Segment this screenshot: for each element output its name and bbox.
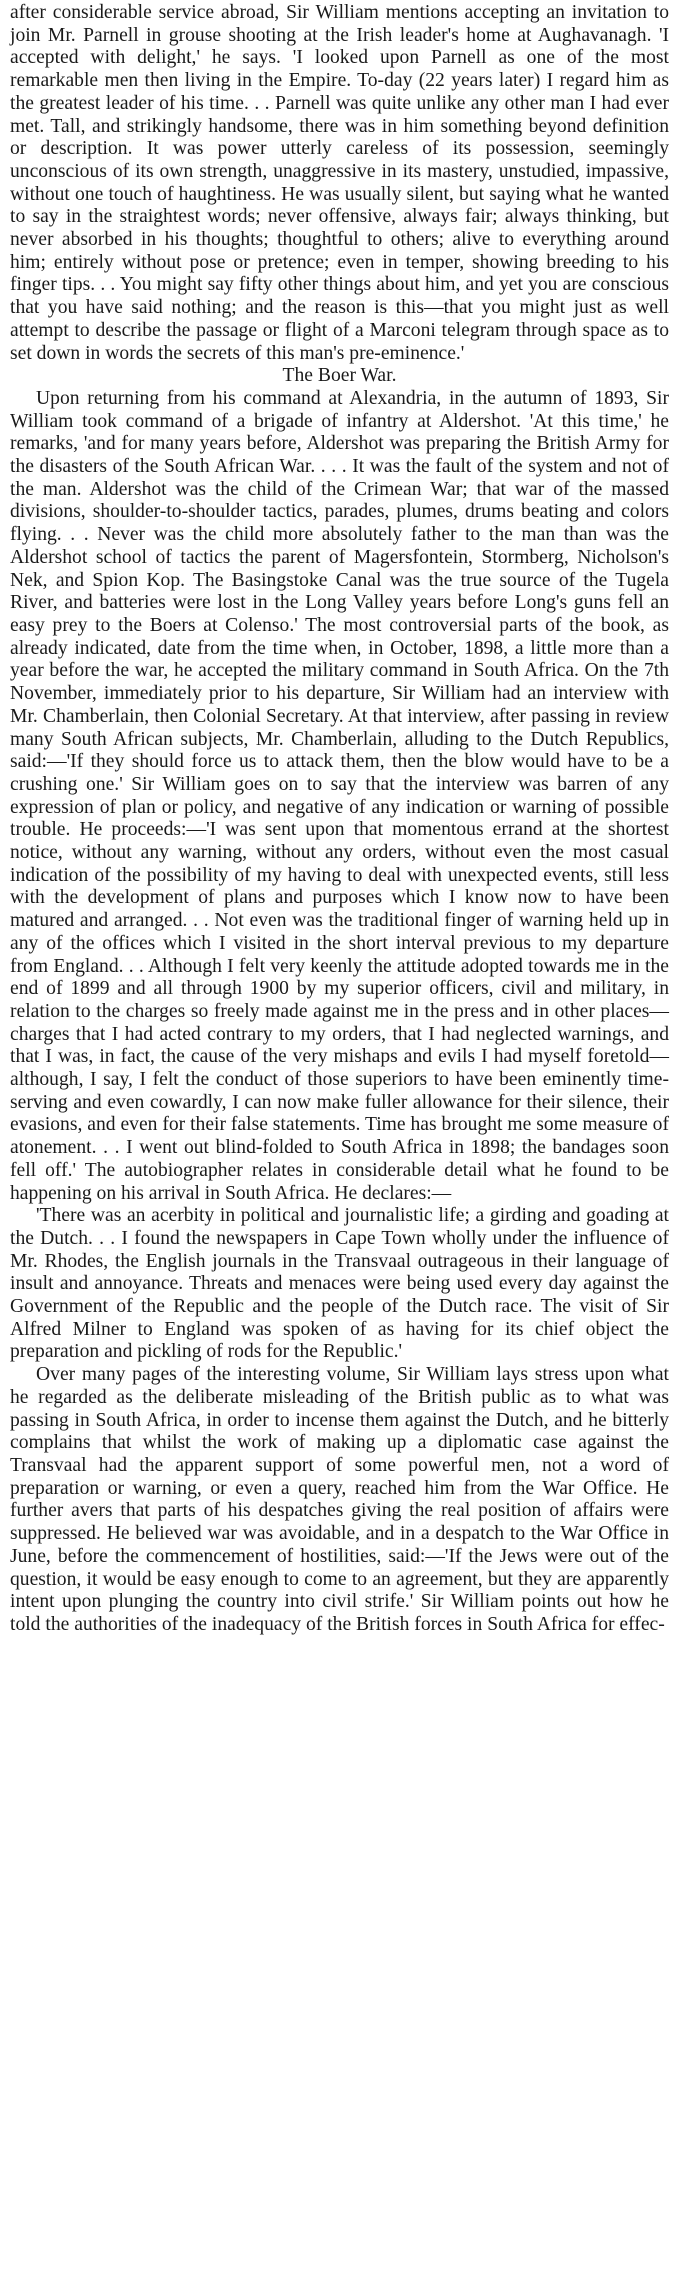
article-paragraph-war-office: Over many pages of the interesting volume, Sir William lays stress upon what he regarded as the deliberate misleading of the British public as to what was passing in South Africa, in order to incense them against the Dutch, and he bitterly complains that whilst the work of making up a diplomatic case against the Transvaal had the apparent support of some powerful men, not a word of preparation or warning, or even a query, reached him from the War Office. He further avers that parts of his despatches giving the real position of affairs were suppressed. He believed war was avoidable, and in a despatch to the War Office in June, before the commencement of hostilities, said:—'If the Jews were out of the question, it would be easy enough to come to an agreement, but they are apparently intent upon plunging the country into civil strife.' Sir William points out how he told the authorities of the inadequacy of the British forces in South Africa for effec-: [10, 1364, 669, 1635]
article-quote-cape-town: 'There was an acerbity in political and journalistic life; a girding and goading at the Dutch. . . I found the newspapers in Cape Town wholly under the influence of Mr. Rhodes, the English journals in the Transvaal outrageous in their language of insult and annoyance. Threats and menaces were being used every day against the Government of the Republic and the people of the Dutch race. The visit of Sir Alfred Milner to England was spoken of as having for its chief object the preparation and pickling of rods for the Republic.': [10, 1205, 669, 1363]
section-heading-boer-war: The Boer War.: [282, 365, 397, 387]
article-paragraph-aldershot: Upon returning from his command at Alexandria, in the autumn of 1893, Sir William took command of a brigade of infantry at Aldershot. 'At this time,' he remarks, 'and for many years before, Aldershot was preparing the British Army for the disasters of the South African War. . . . It was the fault of the system and not of the man. Aldershot was the child of the Crimean War; that war of the massed divisions, shoulder-to-shoulder tactics, parades, plumes, drums beating and colors flying. . . Never was the child more absolutely father to the man than was the Aldershot school of tactics the parent of Magersfontein, Stormberg, Nicholson's Nek, and Spion Kop. The Basingstoke Canal was the true source of the Tugela River, and batteries were lost in the Long Valley years before Long's guns fell an easy prey to the Boers at Colenso.' The most controversial parts of the book, as already indicated, date from the time when, in October, 1898, a little more than a year before the war, he accepted the military command in South Africa. On the 7th November, immediately prior to his departure, Sir William had an interview with Mr. Chamberlain, then Colonial Secretary. At that interview, after passing in review many South African subjects, Mr. Chamberlain, alluding to the Dutch Republics, said:—'If they should force us to attack them, then the blow would have to be a crushing one.' Sir William goes on to say that the interview was barren of any expression of plan or policy, and negative of any indication or warning of possible trouble. He proceeds:—'I was sent upon that momentous errand at the shortest notice, without any warning, without any orders, without even the most casual indication of the possibility of my having to deal with unexpected events, still less with the development of plans and purposes which I know now to have been matured and arranged. . . Not even was the traditional finger of warning held up in any of the offices which I visited in the short interval previous to my departure from England. . . Although I felt very keenly the attitude adopted towards me in the end of 1899 and all through 1900 by my superior officers, civil and military, in relation to the charges so freely made against me in the press and in other places—charges that I had acted contrary to my orders, that I had neglected warnings, and that I was, in fact, the cause of the very mishaps and evils I had myself foretold—although, I say, I felt the conduct of those superiors to have been eminently time-serving and even cowardly, I can now make fuller allowance for their silence, their evasions, and even for their false statements. Time has brought me some measure of atonement. . . I went out blind-folded to South Africa in 1898; the bandages soon fell off.' The autobiographer relates in considerable detail what he found to be happening on his arrival in South Africa. He declares:—: [10, 387, 669, 1204]
article-paragraph-parnell: after considerable service abroad, Sir William mentions accepting an invitation to join Mr. Parnell in grouse shooting at the Irish leader's home at Aughavanagh. 'I accepted with delight,' he says. 'I looked upon Parnell as one of the most remarkable men then living in the Empire. To-day (22 years later) I regard him as the greatest leader of his time. . . Parnell was quite unlike any other man I had ever met. Tall, and strikingly handsome, there was in him something beyond definition or description. It was power utterly careless of its possession, seemingly unconscious of its own strength, unaggressive in its mastery, unstudied, impassive, without one touch of haughtiness. He was usually silent, but saying what he wanted to say in the straightest words; never offensive, always fair; always thinking, but never absorbed in his thoughts; thoughtful to others; alive to everything around him; entirely without pose or pretence; even in temper, showing breeding to his finger tips. . . You might say fifty other things about him, and yet you are conscious that you have said nothing; and the reason is this—that you might just as well attempt to describe the passage or flight of a Marconi telegram through space as to set down in words the secrets of this man's pre-eminence.': [10, 2, 669, 364]
